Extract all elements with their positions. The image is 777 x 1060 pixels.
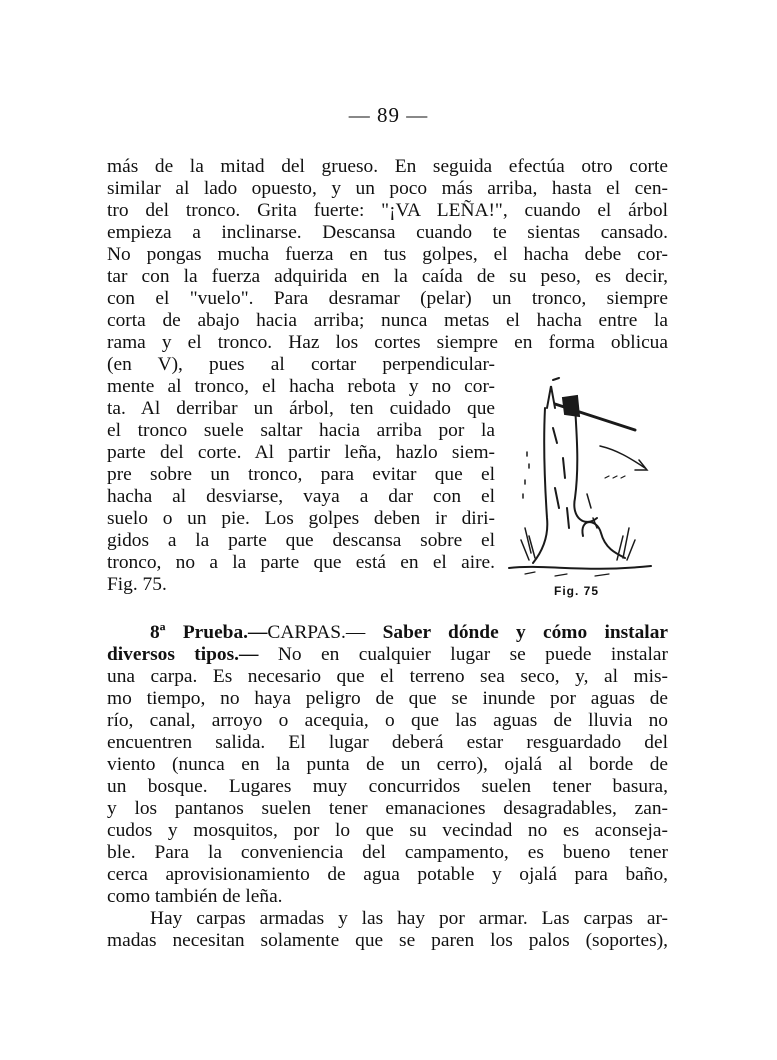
text-line: cerca aprovisionamiento de agua potable y ojalá para baño,: [107, 864, 668, 885]
text-line: encuentren salida. El lugar deberá estar resguardado del: [107, 732, 668, 753]
text-line: tro del tronco. Grita fuerte: "¡VA LEÑA!", cuando el árbol: [107, 200, 668, 221]
text-line: cudos y mosquitos, por lo que su vecindad no es aconseja-: [107, 820, 668, 841]
section-number: 8ª: [150, 622, 166, 643]
text-line: tar con la fuerza adquirida en la caída de su peso, es decir,: [107, 266, 668, 287]
section-subject-cont: diversos tipos.—: [107, 644, 259, 665]
text-line: río, canal, arroyo o acequia, o que las aguas de lluvia no: [107, 710, 668, 731]
text-line: hacha al desviarse, vaya a dar con el: [107, 486, 495, 507]
text-line: empieza a inclinarse. Descansa cuando te sientas cansado.: [107, 222, 668, 243]
text-line: ble. Para la conveniencia del campamento, es bueno tener: [107, 842, 668, 863]
text-line: una carpa. Es necesario que el terreno sea seco, y, al mis-: [107, 666, 668, 687]
text-line: ta. Al derribar un árbol, ten cuidado que: [107, 398, 495, 419]
text-line: No pongas mucha fuerza en tus golpes, el hacha debe cor-: [107, 244, 668, 265]
text-line: un bosque. Lugares muy concurridos suelen tener basura,: [107, 776, 668, 797]
page-number: — 89 —: [348, 103, 429, 127]
text-line: parte del corte. Al partir leña, hazlo siem-: [107, 442, 495, 463]
text-line: suelo o un pie. Los golpes deben ir diri-: [107, 508, 495, 529]
text-line: similar al lado opuesto, y un poco más arriba, hasta el cen-: [107, 178, 668, 199]
text-line: rama y el tronco. Haz los cortes siempre en forma oblicua: [107, 332, 668, 353]
text-line: y los pantanos suelen tener emanaciones desagradables, zan-: [107, 798, 668, 819]
text-line: [107, 644, 668, 666]
text-line: madas necesitan solamente que se paren los palos (soportes),: [107, 930, 668, 951]
tree-axe-illustration: [505, 368, 655, 583]
text-line: (en V), pues al cortar perpendicular-: [107, 354, 495, 375]
section-title: CARPAS.—: [267, 622, 366, 643]
text-line: gidos a la parte que descansa sobre el: [107, 530, 495, 551]
text-line: más de la mitad del grueso. En seguida efectúa otro corte: [107, 156, 668, 177]
text-line: mente al tronco, el hacha rebota y no cor-: [107, 376, 495, 397]
text-line: Fig. 75.: [107, 574, 167, 595]
text-line: mo tiempo, no haya peligro de que se inunde por aguas de: [107, 688, 668, 709]
text-line: tronco, no a la parte que está en el aire.: [107, 552, 495, 573]
text-line: como también de leña.: [107, 886, 283, 907]
text-line: pre sobre un tronco, para evitar que el: [107, 464, 495, 485]
section-subject: Saber dónde y cómo instalar: [382, 622, 668, 643]
text-line: viento (nunca en la punta de un cerro), ojalá al borde de: [107, 754, 668, 775]
text-line: el tronco suele saltar hacia arriba por la: [107, 420, 495, 441]
figure-caption: Fig. 75: [554, 584, 600, 598]
text-line: Hay carpas armadas y las hay por armar. Las carpas ar-: [150, 908, 668, 929]
section-label: Prueba.—: [182, 622, 268, 643]
section-heading: [150, 622, 668, 644]
text-line: corta de abajo hacia arriba; nunca metas el hacha entre la: [107, 310, 668, 331]
text-line: con el "vuelo". Para desramar (pelar) un tronco, siempre: [107, 288, 668, 309]
section-first-line-rest: No en cualquier lugar se puede instalar: [277, 644, 668, 665]
